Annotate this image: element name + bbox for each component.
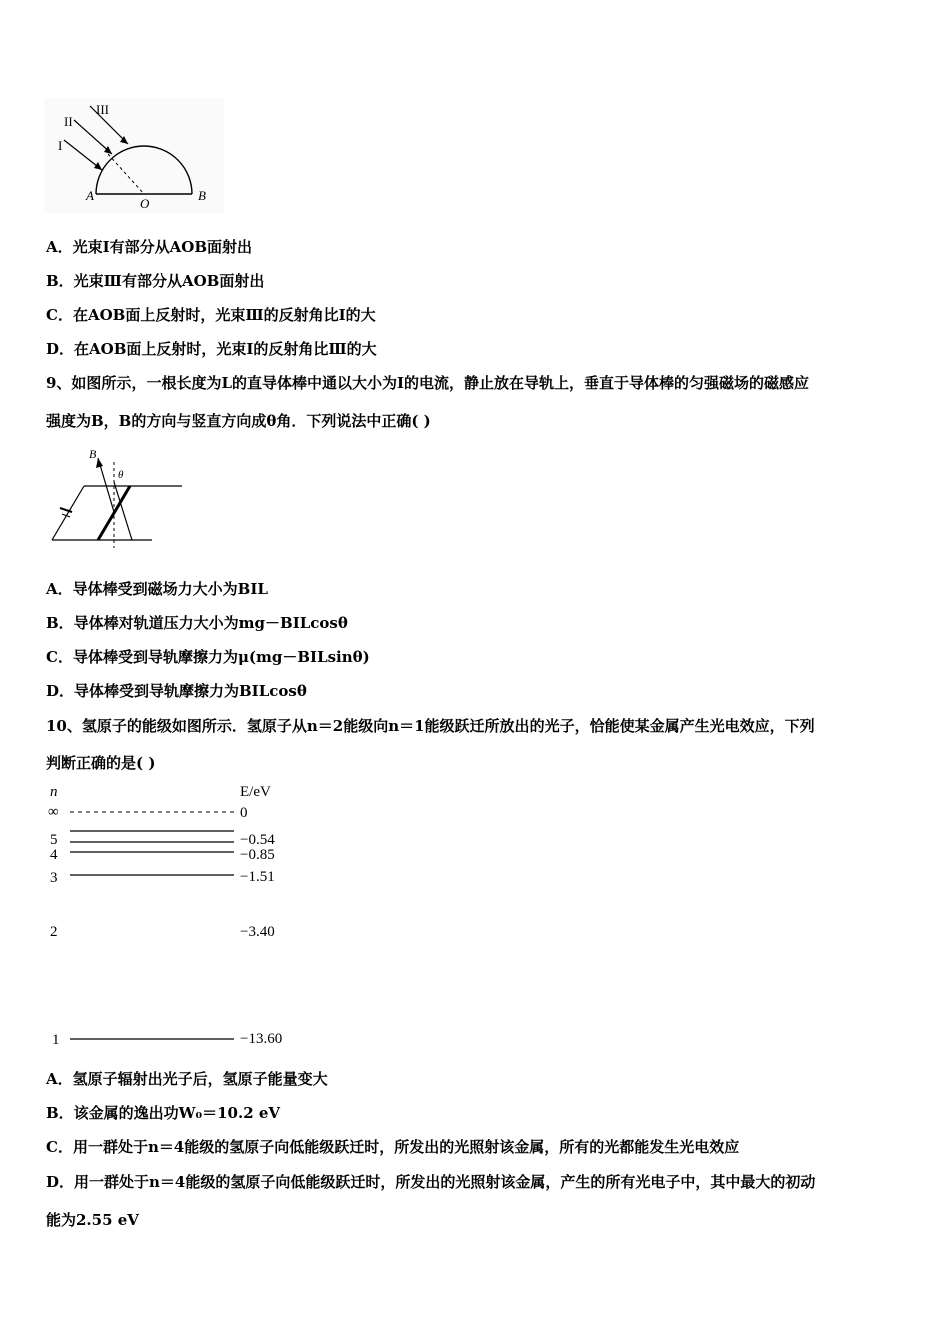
left-connector (52, 486, 84, 540)
q10-stem-line2: 判断正确的是( ) (46, 754, 156, 772)
q8-option-a: A．光束Ⅰ有部分从AOB面射出 (46, 238, 253, 256)
level-n-3: 3 (50, 870, 58, 886)
level-n-1: 1 (52, 1032, 60, 1048)
energy-level-diagram (44, 780, 304, 1050)
q8-option-c: C．在AOB面上反射时，光束Ⅲ的反射角比Ⅰ的大 (46, 306, 376, 324)
label-I: I (58, 138, 63, 153)
q10-option-c: C．用一群处于n＝4能级的氢原子向低能级跃迁时，所发出的光照射该金属，所有的光都能发生光电效应 (46, 1138, 740, 1156)
q9-stem-line2: 强度为B，B的方向与竖直方向成θ角．下列说法中正确( ) (46, 412, 431, 430)
label-O: O (140, 196, 150, 211)
q8-option-d: D．在AOB面上反射时，光束Ⅰ的反射角比Ⅲ的大 (46, 340, 377, 358)
q9-stem-line1: 9、如图所示，一根长度为L的直导体棒中通以大小为I的电流，静止放在导轨上，垂直于导体棒的匀强磁场的磁感应 (46, 374, 810, 392)
level-n-2: 2 (50, 924, 58, 940)
q9-option-c: C．导体棒受到导轨摩擦力为μ(mg－BILsinθ) (46, 648, 370, 666)
e-header: E/eV (240, 784, 271, 800)
level-e-1: −13.60 (240, 1031, 283, 1047)
label-III: III (96, 102, 109, 117)
q9-option-b: B．导体棒对轨道压力大小为mg－BILcosθ (46, 614, 348, 632)
label-A: A (86, 188, 94, 203)
level-e-2: −3.40 (240, 924, 275, 940)
label-theta: θ (118, 469, 124, 481)
level-n-inf: ∞ (48, 804, 59, 820)
q10-option-d-cont: 能为2.55 eV (46, 1211, 139, 1229)
q10-option-d: D．用一群处于n＝4能级的氢原子向低能级跃迁时，所发出的光照射该金属，产生的所有光电子中，其中最大的初动 (46, 1173, 816, 1191)
semicircle-figure (44, 98, 224, 213)
level-e-5: −0.54 (240, 832, 275, 848)
label-B: B (198, 188, 206, 203)
n-header: n (50, 784, 58, 800)
level-e-3: −1.51 (240, 869, 275, 885)
rail-rod-figure (44, 442, 184, 554)
q9-option-a: A．导体棒受到磁场力大小为BIL (46, 580, 268, 598)
level-n-4: 4 (50, 847, 58, 863)
level-n-5: 5 (50, 832, 58, 848)
q10-option-b: B．该金属的逸出功W₀＝10.2 eV (46, 1104, 281, 1122)
level-e-inf: 0 (240, 805, 248, 821)
q8-option-b: B．光束Ⅲ有部分从AOB面射出 (46, 272, 265, 290)
label-B: B (89, 447, 97, 461)
level-e-4: −0.85 (240, 847, 275, 863)
label-II: II (64, 114, 73, 129)
q10-option-a: A．氢原子辐射出光子后，氢原子能量变大 (46, 1070, 328, 1088)
q9-option-d: D．导体棒受到导轨摩擦力为BILcosθ (46, 682, 307, 700)
q10-stem-line1: 10、氢原子的能级如图所示．氢原子从n＝2能级向n＝1能级跃迁所放出的光子，恰能使某金属产生光电效应，下列 (46, 717, 815, 735)
